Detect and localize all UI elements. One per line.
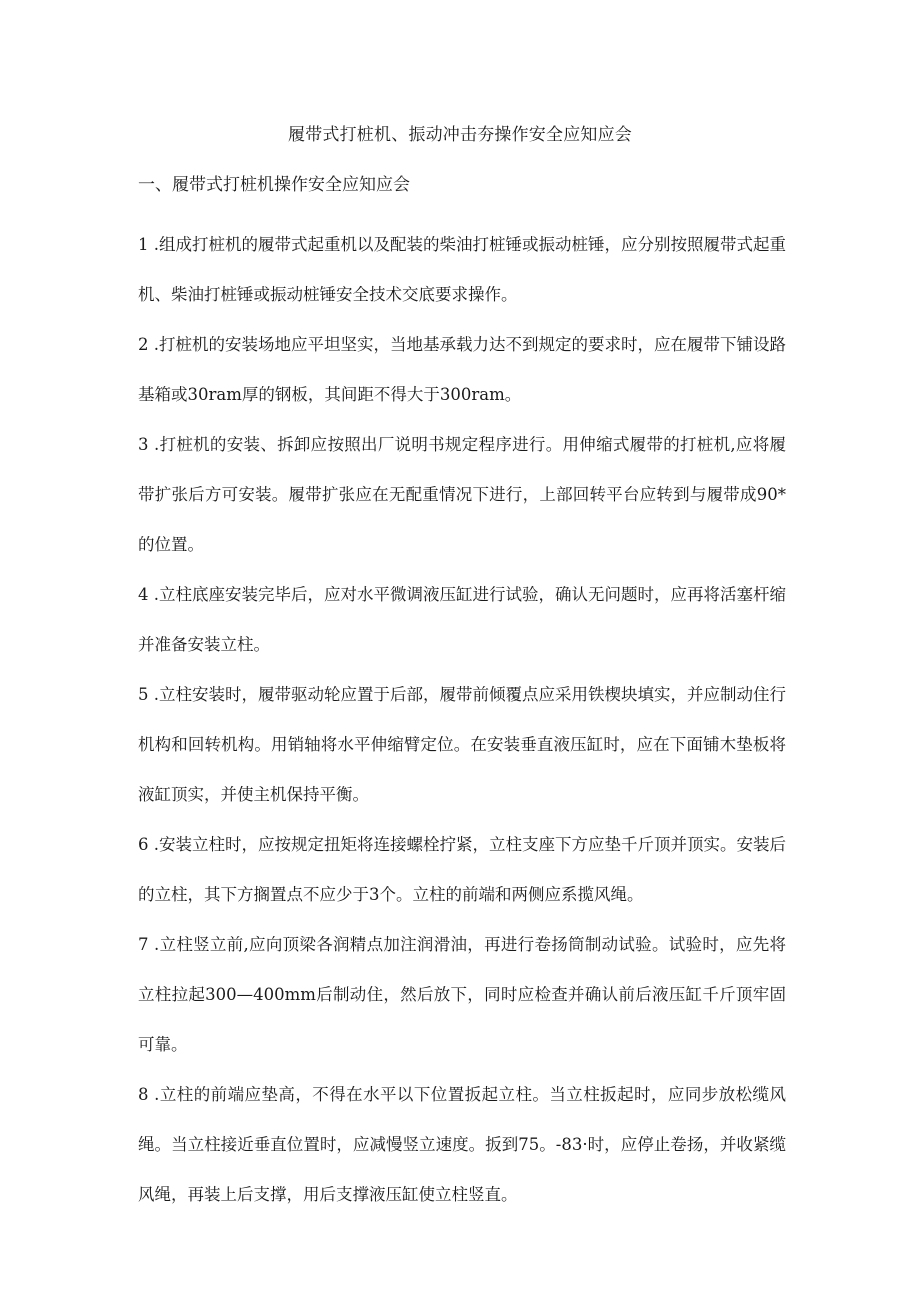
paragraph-3: 3 .打桩机的安装、拆卸应按照出厂说明书规定程序进行。用伸缩式履带的打桩机,应将履带扩张后方可安装。履带扩张应在无配重情况下进行，上部回转平台应转到与履带成90*的位置。 (138, 435, 786, 554)
paragraph-list (138, 220, 786, 1220)
section-heading: 一、履带式打桩机操作安全应知应会 (138, 175, 410, 195)
paragraph-7: 7 .立柱竖立前,应向顶梁各润精点加注润滑油，再进行卷扬筒制动试验。试验时，应先将立柱拉起300—400mm后制动住，然后放下，同时应检查并确认前后液压缸千斤顶牢固可靠。 (138, 935, 786, 1054)
paragraph-6: 6 .安装立柱时，应按规定扭矩将连接螺栓拧紧，立柱支座下方应垫千斤顶并顶实。安装后的立柱，其下方搁置点不应少于3个。立柱的前端和两侧应系揽风绳。 (138, 835, 786, 904)
paragraph-1: 1 .组成打桩机的履带式起重机以及配装的柴油打桩锤或振动桩锤，应分别按照履带式起重机、柴油打桩锤或振动桩锤安全技术交底要求操作。 (138, 235, 786, 304)
document-title: 履带式打桩机、振动冲击夯操作安全应知应会 (288, 125, 632, 145)
paragraph-4: 4 .立柱底座安装完毕后，应对水平微调液压缸进行试验，确认无问题时，应再将活塞杆缩并准备安装立柱。 (138, 585, 786, 654)
paragraph-2: 2 .打桩机的安装场地应平坦坚实，当地基承载力达不到规定的要求时，应在履带下铺设路基箱或30ram厚的钢板，其间距不得大于300ram。 (138, 335, 786, 404)
paragraph-5: 5 .立柱安装时，履带驱动轮应置于后部，履带前倾覆点应采用铁楔块填实，并应制动住行机构和回转机构。用销轴将水平伸缩臂定位。在安装垂直液压缸时，应在下面铺木垫板将液缸顶实，并使主机保持平衡。 (138, 685, 786, 804)
paragraph-8: 8 .立柱的前端应垫高，不得在水平以下位置扳起立柱。当立柱扳起时，应同步放松缆风绳。当立柱接近垂直位置时，应减慢竖立速度。扳到75。-83·时，应停止卷扬，并收紧缆风绳，再装上后支撑，用后支撑液压缸使立柱竖直。 (138, 1085, 786, 1204)
